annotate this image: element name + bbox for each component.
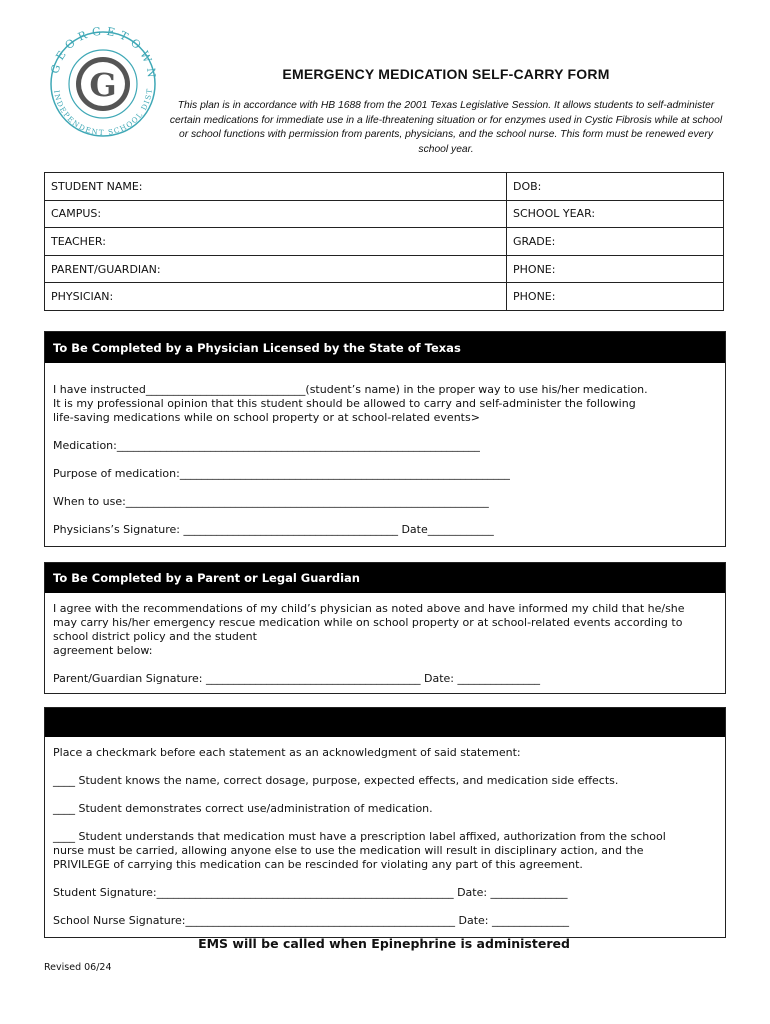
student-signature-field[interactable]: Student Signature:______________________________________________________ Date: ______________ (53, 886, 568, 899)
guardian-section-heading: To Be Completed by a Parent or Legal Guardian (45, 563, 725, 593)
grade-field[interactable]: GRADE: (507, 228, 724, 256)
table-row (45, 283, 724, 311)
district-logo (44, 14, 162, 146)
ems-note: EMS will be called when Epinephrine is administered (198, 936, 570, 951)
student-agreement-section (44, 707, 726, 938)
school-year-field[interactable]: SCHOOL YEAR: (507, 200, 724, 228)
physician-signature-field[interactable]: Physicians’s Signature: _______________________________________ Date____________ (53, 523, 494, 536)
guardian-signature-field[interactable]: Parent/Guardian Signature: _______________________________________ Date: _______________ (53, 672, 540, 685)
parent-phone-field[interactable]: PHONE: (507, 255, 724, 283)
acknowledgment-item-1[interactable]: ____ Student knows the name, correct dosage, purpose, expected effects, and medication side effects. (53, 774, 619, 787)
table-row (45, 173, 724, 201)
physician-section (44, 331, 726, 547)
guardian-statement-line: agreement below: (53, 644, 153, 657)
parent-guardian-field[interactable]: PARENT/GUARDIAN: (45, 255, 507, 283)
student-info-table (44, 172, 724, 311)
physician-statement-line: life-saving medications while on school property or at school-related events> (53, 411, 480, 424)
physician-statement-line[interactable]: I have instructed_____________________________(student’s name) in the proper way to use his/her medication. (53, 383, 648, 396)
guardian-statement-line: school district policy and the student (53, 630, 257, 643)
teacher-field[interactable]: TEACHER: (45, 228, 507, 256)
acknowledgment-item-2[interactable]: ____ Student demonstrates correct use/administration of medication. (53, 802, 433, 815)
acknowledgment-item-3[interactable]: ____ Student understands that medication must have a prescription label affixed, authorization from the school (53, 830, 666, 843)
purpose-field[interactable]: Purpose of medication:____________________________________________________________ (53, 467, 510, 480)
guardian-statement-line: I agree with the recommendations of my child’s physician as noted above and have informed my child that he/she (53, 602, 685, 615)
physician-statement-line: It is my professional opinion that this student should be allowed to carry and self-administer the following (53, 397, 636, 410)
campus-field[interactable]: CAMPUS: (45, 200, 507, 228)
dob-field[interactable]: DOB: (507, 173, 724, 201)
acknowledgment-item-3-line: PRIVILEGE of carrying this medication can be rescinded for violating any part of this agreement. (53, 858, 583, 871)
when-to-use-field[interactable]: When to use:__________________________________________________________________ (53, 495, 489, 508)
student-section-body (45, 737, 725, 928)
revised-date: Revised 06/24 (44, 962, 112, 973)
student-name-field[interactable]: STUDENT NAME: (45, 173, 507, 201)
acknowledgment-item-3-line: nurse must be carried, allowing anyone else to use the medication will result in disciplinary action, and the (53, 844, 644, 857)
checkmark-instruction: Place a checkmark before each statement as an acknowledgment of said statement: (53, 746, 521, 759)
logo-ring-text-top: GEORGETOWN (48, 24, 159, 84)
physician-section-body (45, 363, 725, 537)
form-title: EMERGENCY MEDICATION SELF-CARRY FORM (282, 66, 610, 82)
nurse-signature-field[interactable]: School Nurse Signature:_________________________________________________ Date: ______________ (53, 914, 569, 927)
table-row (45, 200, 724, 228)
table-row (45, 255, 724, 283)
guardian-section-body (45, 593, 725, 686)
table-row (45, 228, 724, 256)
physician-field[interactable]: PHYSICIAN: (45, 283, 507, 311)
medication-field[interactable]: Medication:__________________________________________________________________ (53, 439, 480, 452)
guardian-statement-line: may carry his/her emergency rescue medication while on school property or at school-related events according to (53, 616, 683, 629)
form-intro: This plan is in accordance with HB 1688 from the 2001 Texas Legislative Session. It allows students to self-administer certain medications for immediate use in a life-threatening situation or for enzymes used in Cystic Fibrosis while at school or school functions with permission from parents, physicians, and the school nurse. This form must be renewed every school year. (169, 100, 723, 155)
student-section-heading (45, 708, 725, 737)
logo-letter: G (89, 66, 117, 104)
physician-phone-field[interactable]: PHONE: (507, 283, 724, 311)
guardian-section (44, 562, 726, 694)
logo-ring-text-bottom: INDEPENDENT SCHOOL DIST (52, 87, 155, 138)
physician-section-heading: To Be Completed by a Physician Licensed by the State of Texas (45, 332, 725, 363)
